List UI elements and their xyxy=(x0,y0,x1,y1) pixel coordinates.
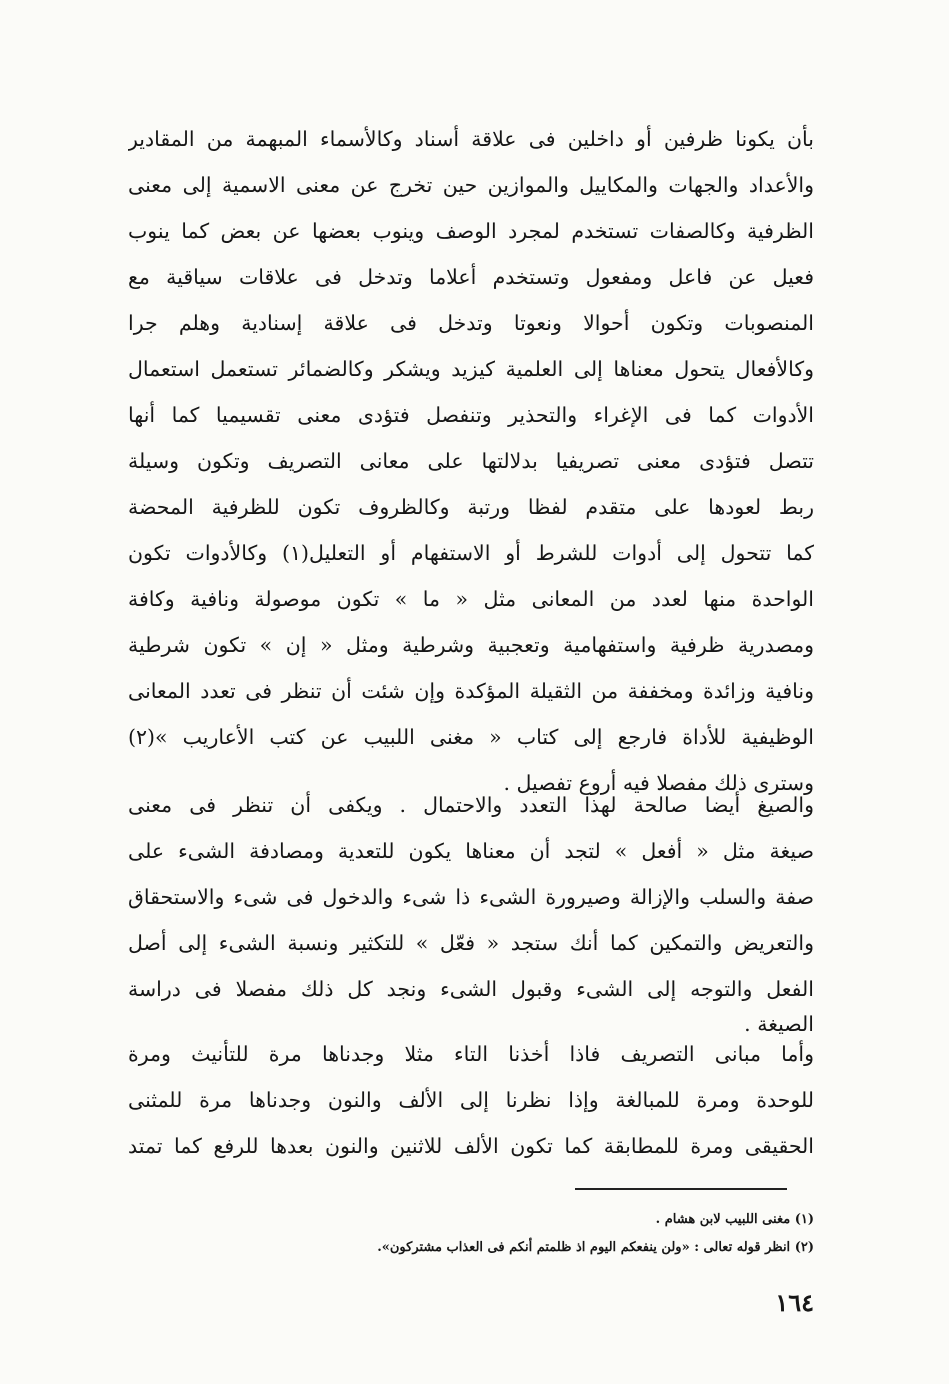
text-line: ومصدرية ظرفية واستفهامية وتعجبية وشرطية ومثل « إن » تكون شرطية xyxy=(128,633,814,657)
paragraph-1 xyxy=(128,116,814,806)
text-line: للوحدة ومرة للمبالغة وإذا نظرنا إلى الألف والنون وجدناها مرة للمثنى xyxy=(128,1088,814,1112)
text-line: الواحدة منها لعدد من المعانى مثل « ما » تكون موصولة ونافية وكافة xyxy=(128,587,814,611)
paragraph-3 xyxy=(128,1031,814,1169)
text-line: وكالأفعال يتحول معناها إلى العلمية كيزيد ويشكر وكالضمائر تستعمل استعمال xyxy=(128,357,814,381)
text-line: الحقيقى ومرة للمطابقة كما تكون الألف للاثنين والنون بعدها للرفع كما تمتد xyxy=(128,1134,814,1158)
text-line: الوظيفية للأداة فارجع إلى كتاب « مغنى اللبيب عن كتب الأعاريب »(٢) xyxy=(128,725,814,749)
footnotes xyxy=(300,1206,814,1262)
text-line: والأعداد والجهات والمكاييل والموازين حين تخرج عن معنى الاسمية إلى معنى xyxy=(128,173,814,197)
text-line: صفة والسلب والإزالة وصيرورة الشىء ذا شىء والدخول فى شىء والاستحقاق xyxy=(128,885,814,909)
text-line: بأن يكونا ظرفين أو داخلين فى علاقة أسناد وكالأسماء المبهمة من المقادير xyxy=(128,127,814,151)
text-line: والصيغ أيضا صالحة لهذا التعدد والاحتمال . ويكفى أن تنظر فى معنى xyxy=(128,793,814,817)
text-line: الفعل والتوجه إلى الشىء وقبول الشىء ونجد كل ذلك مفصلا فى دراسة xyxy=(128,977,814,1001)
paragraph-2 xyxy=(128,782,814,1042)
text-line: كما تتحول إلى أدوات للشرط أو الاستفهام أو التعليل(١) وكالأدوات تكون xyxy=(128,541,814,565)
text-line: المنصوبات وتكون أحوالا ونعوتا وتدخل فى علاقة إسنادية وهلم جرا xyxy=(128,311,814,335)
text-line: والتعريض والتمكين كما أنك ستجد « فعّل » للتكثير ونسبة الشىء إلى أصل xyxy=(128,931,814,955)
text-line: تتصل فتؤدى معنى تصريفيا بدلالتها على معانى التصريف وتكون وسيلة xyxy=(128,449,814,473)
footnote-divider xyxy=(575,1188,787,1190)
text-line: فعيل عن فاعل ومفعول وتستخدم أعلاما وتدخل فى علاقات سياقية مع xyxy=(128,265,814,289)
text-line: ونافية وزائدة ومخففة من الثقيلة المؤكدة وإن شئت أن تنظر فى تعدد المعانى xyxy=(128,679,814,703)
text-line: وأما مبانى التصريف فاذا أخذنا التاء مثلا وجدناها مرة للتأنيث ومرة xyxy=(128,1042,814,1066)
footnote-1: (١) مغنى اللبيب لابن هشام . xyxy=(655,1212,814,1227)
text-line: ربط لعودها على متقدم لفظا ورتبة وكالظروف تكون للظرفية المحضة xyxy=(128,495,814,519)
text-line: الصيغة . xyxy=(744,1012,814,1036)
footnote-2: (٢) انظر قوله تعالى : «ولن ينفعكم اليوم اذ ظلمتم أنكم فى العذاب مشتركون». xyxy=(377,1240,814,1255)
text-line: الظرفية وكالصفات تستخدم لمجرد الوصف وينوب بعضها عن بعض كما ينوب xyxy=(128,219,814,243)
page-number: ١٦٤ xyxy=(775,1288,814,1317)
text-line: الأدوات كما فى الإغراء والتحذير وتنفصل فتؤدى معنى تقسيميا كما أنها xyxy=(128,403,814,427)
text-line: وسترى ذلك مفصلا فيه أروع تفصيل . xyxy=(503,771,814,795)
text-line: صيغة مثل « أفعل » لتجد أن معناها يكون للتعدية ومصادفة الشىء على xyxy=(128,839,814,863)
